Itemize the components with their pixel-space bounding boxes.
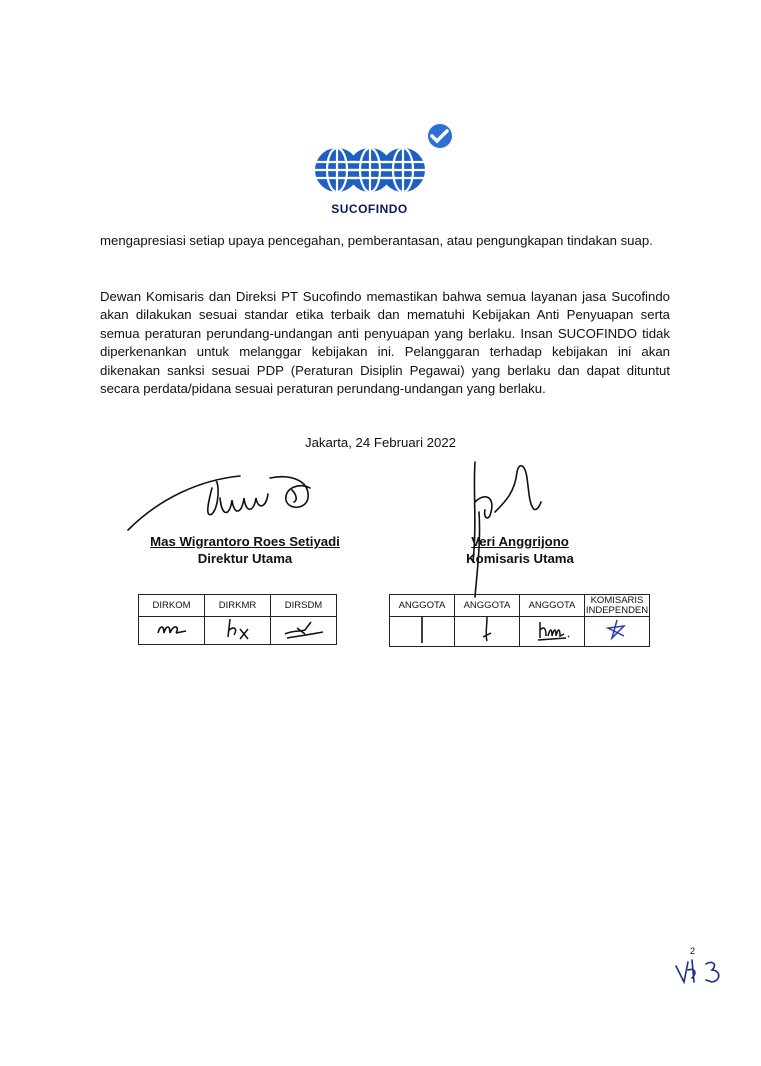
paraf-komisaris-table — [389, 594, 650, 647]
paragraph-1: mengapresiasi setiap upaya pencegahan, pemberantasan, atau pengungkapan tindakan suap. — [100, 233, 653, 248]
logo-wordmark: SUCOFINDO — [331, 202, 408, 216]
paraf-header-dirkom: DIRKOM — [139, 595, 205, 617]
page-number: 2 — [690, 946, 696, 956]
initial-mark-icon — [602, 618, 632, 642]
signer-left-title: Direktur Utama — [197, 551, 293, 566]
paraf-header-komisaris-line: KOMISARIS — [590, 594, 644, 606]
paraf-direksi-table — [138, 594, 337, 645]
initial-mark-icon — [530, 618, 574, 642]
check-badge-icon — [428, 124, 452, 148]
signer-right — [410, 533, 630, 567]
paraf-initial-cell — [390, 617, 455, 647]
paraf-initial-cell — [455, 617, 520, 647]
paraf-header-komisaris-independen — [585, 595, 650, 617]
paraf-initial-cell — [520, 617, 585, 647]
paraf-header-independen-line: INDEPENDEN — [585, 604, 649, 616]
paraf-initial-cell — [271, 617, 337, 645]
paraf-header-anggota-2: ANGGOTA — [455, 595, 520, 617]
initial-mark-icon — [152, 619, 192, 639]
signer-left — [110, 533, 380, 567]
globe-logo-icon — [312, 122, 457, 204]
paraf-header-anggota-1: ANGGOTA — [390, 595, 455, 617]
initial-mark-icon — [412, 617, 432, 643]
paragraph-2: Dewan Komisaris dan Direksi PT Sucofindo memastikan bahwa semua layanan jasa Sucofindo akan dilakukan sesuai standar etika terbaik dan mematuhi Kebijakan Anti Penyuapan serta semua peraturan perundang-undangan anti penyuapan yang berlaku. Insan SUCOFINDO tidak diperkenankan untuk melanggar kebijakan ini. Pelanggaran terhadap kebijakan ini akan dikenakan sanksi sesuai PDP (Peraturan Disiplin Pegawai) yang berlaku dan dapat dituntut secara perdata/pidana sesuai peraturan perundang-undangan yang berlaku. — [100, 289, 670, 397]
initial-mark-icon — [279, 618, 329, 640]
date-line: Jakarta, 24 Februari 2022 — [304, 435, 456, 450]
initial-mark-icon — [218, 617, 258, 641]
signer-left-name: Mas Wigrantoro Roes Setiyadi — [150, 534, 340, 549]
paraf-header-dirkmr: DIRKMR — [205, 595, 271, 617]
signer-right-name: Veri Anggrijono — [471, 534, 569, 549]
paraf-header-dirsdm: DIRSDM — [271, 595, 337, 617]
paraf-initial-cell — [139, 617, 205, 645]
paraf-initial-cell — [585, 617, 650, 647]
paraf-initial-cell — [205, 617, 271, 645]
left-signature-icon — [120, 458, 330, 538]
sucofindo-logo — [312, 122, 457, 222]
right-signature-icon — [455, 452, 555, 602]
paraf-header-anggota-3: ANGGOTA — [520, 595, 585, 617]
bottom-initials-icon — [672, 952, 732, 992]
initial-mark-icon — [475, 617, 499, 643]
signer-right-title: Komisaris Utama — [466, 551, 574, 566]
